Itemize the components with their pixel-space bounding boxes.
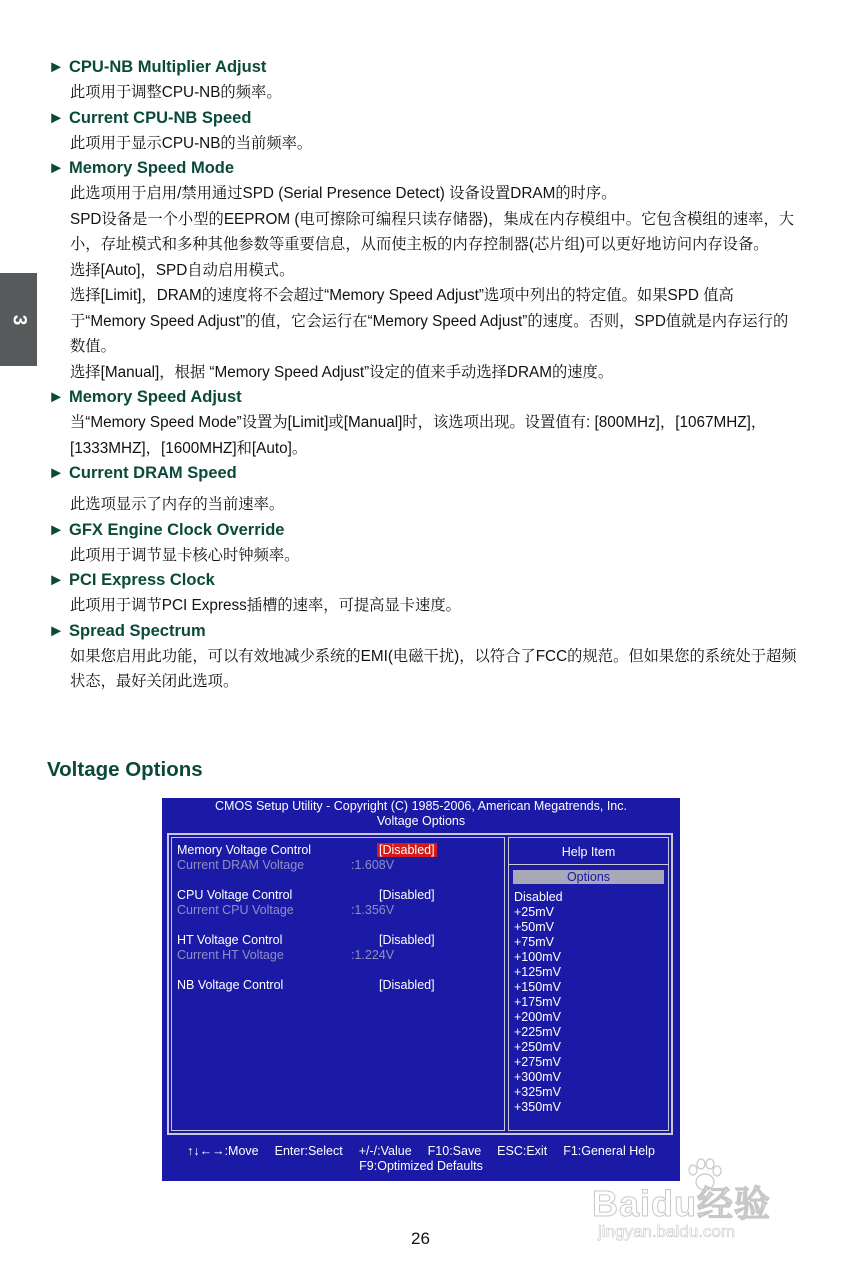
triangle-bullet-icon: ► bbox=[48, 621, 65, 640]
readout-value: :1.224V bbox=[351, 948, 395, 962]
paragraph: 当“Memory Speed Mode”设置为[Limit]或[Manual]时，该选项出现。设置值有: [800MHz]，[1067MHZ]，[1333MHZ]，[1600MHZ]和[Auto]。 bbox=[70, 414, 767, 457]
item-title: Memory Speed Mode bbox=[69, 159, 235, 177]
item-heading bbox=[48, 568, 798, 593]
cpu-voltage-control-row[interactable] bbox=[177, 888, 497, 903]
paragraph: 此项用于调节显卡核心时钟频率。 bbox=[70, 546, 300, 564]
option-item[interactable]: +125mV bbox=[514, 965, 561, 979]
paragraph: 此项用于调整CPU-NB的频率。 bbox=[70, 84, 282, 101]
item-title: Spread Spectrum bbox=[69, 621, 206, 640]
help-title: Help Item bbox=[561, 845, 616, 859]
option-item[interactable]: +300mV bbox=[514, 1070, 561, 1084]
current-dram-voltage-row bbox=[177, 858, 497, 873]
paragraph: 此选项用于启用/禁用通过SPD (Serial Presence Detect) 设备设置DRAM的时序。 bbox=[70, 185, 617, 202]
item-heading bbox=[48, 461, 798, 486]
item-heading bbox=[48, 106, 798, 131]
setting-value[interactable]: [Disabled] bbox=[379, 888, 435, 902]
help-panel bbox=[508, 837, 669, 1131]
manual-text bbox=[48, 55, 798, 695]
memory-voltage-control-row[interactable] bbox=[177, 843, 497, 858]
key-hint-exit: ESC:Exit bbox=[497, 1144, 548, 1158]
option-item[interactable]: +350mV bbox=[514, 1100, 561, 1114]
options-header: Options bbox=[513, 870, 664, 884]
option-item[interactable]: +250mV bbox=[514, 1040, 561, 1054]
key-hint-select: Enter:Select bbox=[274, 1144, 343, 1158]
setting-value[interactable]: [Disabled] bbox=[379, 933, 435, 947]
item-description bbox=[70, 181, 798, 385]
option-item[interactable]: +100mV bbox=[514, 950, 561, 964]
settings-panel bbox=[171, 837, 505, 1131]
paragraph: SPD设备是一个小型的EEPROM (电可擦除可编程只读存储器)，集成在内存模组中。它包含模组的速率，大小，存址模式和多种其他参数等重要信息，从而使主板的内存控制器(芯片组)可以更好地访问内存设备。 bbox=[70, 210, 795, 253]
setting-label: Current DRAM Voltage bbox=[177, 858, 305, 872]
triangle-bullet-icon: ► bbox=[48, 520, 65, 539]
bios-frame bbox=[167, 833, 673, 1135]
item-title: Current CPU-NB Speed bbox=[69, 108, 252, 127]
item-description bbox=[70, 492, 798, 518]
option-item[interactable]: +325mV bbox=[514, 1085, 561, 1099]
option-item[interactable]: +275mV bbox=[514, 1055, 561, 1069]
item-heading bbox=[48, 156, 798, 181]
ht-voltage-control-row[interactable] bbox=[177, 933, 497, 948]
key-hint-save: F10:Save bbox=[427, 1144, 482, 1158]
item-heading bbox=[48, 385, 798, 410]
triangle-bullet-icon: ► bbox=[48, 159, 65, 177]
item-title: Memory Speed Adjust bbox=[69, 388, 242, 406]
current-ht-voltage-row bbox=[177, 948, 497, 963]
item-title: CPU-NB Multiplier Adjust bbox=[69, 58, 267, 76]
section-title: Voltage Options bbox=[47, 758, 203, 781]
readout-value: :1.608V bbox=[351, 858, 395, 872]
setting-value[interactable] bbox=[379, 843, 437, 858]
page-number: 26 bbox=[411, 1229, 430, 1248]
item-heading bbox=[48, 518, 798, 543]
chapter-number: 3 bbox=[8, 314, 30, 325]
item-title: Current DRAM Speed bbox=[69, 464, 237, 482]
option-item[interactable]: +75mV bbox=[514, 935, 554, 949]
setting-label: CPU Voltage Control bbox=[177, 888, 293, 902]
item-description bbox=[70, 593, 798, 619]
divider bbox=[509, 864, 668, 865]
option-item[interactable]: +175mV bbox=[514, 995, 561, 1009]
triangle-bullet-icon: ► bbox=[48, 571, 65, 589]
item-title: GFX Engine Clock Override bbox=[69, 520, 285, 539]
key-hints bbox=[162, 1144, 680, 1159]
triangle-bullet-icon: ► bbox=[48, 464, 65, 482]
current-cpu-voltage-row bbox=[177, 903, 497, 918]
paragraph: 如果您启用此功能，可以有效地减少系统的EMI(电磁干扰)，以符合了FCC的规范。但如果您的系统处于超频状态，最好关闭此选项。 bbox=[70, 647, 797, 690]
bios-page-title: Voltage Options bbox=[376, 814, 466, 828]
watermark bbox=[592, 1158, 792, 1248]
setting-value[interactable]: [Disabled] bbox=[379, 978, 435, 992]
options-list bbox=[514, 890, 563, 1115]
item-description bbox=[70, 410, 798, 461]
paragraph: 选择[Manual]，根据 “Memory Speed Adjust”设定的值来手动选择DRAM的速度。 bbox=[70, 363, 614, 381]
setting-label: NB Voltage Control bbox=[177, 978, 284, 992]
setting-label: Current CPU Voltage bbox=[177, 903, 294, 917]
option-item[interactable]: +50mV bbox=[514, 920, 554, 934]
option-item[interactable]: +150mV bbox=[514, 980, 561, 994]
chapter-tab bbox=[0, 273, 37, 366]
triangle-bullet-icon: ► bbox=[48, 108, 65, 127]
key-hint-defaults: F9:Optimized Defaults bbox=[359, 1159, 483, 1173]
option-item[interactable]: Disabled bbox=[514, 890, 563, 904]
option-item[interactable]: +200mV bbox=[514, 1010, 561, 1024]
readout-value: :1.356V bbox=[351, 903, 395, 917]
key-hint-help: F1:General Help bbox=[563, 1144, 655, 1158]
option-item[interactable]: +25mV bbox=[514, 905, 554, 919]
paragraph: 选择[Limit]，DRAM的速度将不会超过“Memory Speed Adjust”选项中列出的特定值。如果SPD 值高于“Memory Speed Adjust”的值，它会运行在“Memory Speed Adjust”的速度。否则，SPD值就是内存运行的数值。 bbox=[70, 287, 789, 355]
bios-header bbox=[162, 798, 680, 829]
bios-copyright: CMOS Setup Utility - Copyright (C) 1985-2006, American Megatrends, Inc. bbox=[215, 799, 627, 813]
item-description bbox=[70, 543, 798, 569]
watermark-brand: Baidu经验 bbox=[592, 1183, 772, 1224]
nb-voltage-control-row[interactable] bbox=[177, 978, 497, 993]
watermark-url: jingyan.baidu.com bbox=[598, 1222, 736, 1241]
selected-value[interactable]: [Disabled] bbox=[379, 843, 435, 857]
option-item[interactable]: +225mV bbox=[514, 1025, 561, 1039]
paragraph: 此项用于调节PCI Express插槽的速率，可提高显卡速度。 bbox=[70, 597, 461, 614]
item-heading bbox=[48, 619, 798, 644]
bios-screenshot bbox=[162, 798, 680, 1181]
item-heading bbox=[48, 55, 798, 80]
paragraph: 此选项显示了内存的当前速率。 bbox=[70, 496, 285, 513]
item-description bbox=[70, 131, 798, 157]
setting-label: Memory Voltage Control bbox=[177, 843, 312, 857]
item-description bbox=[70, 80, 798, 106]
key-hint-move: ↑↓←→:Move bbox=[187, 1144, 259, 1158]
item-title: PCI Express Clock bbox=[69, 571, 215, 589]
paragraph: 此项用于显示CPU-NB的当前频率。 bbox=[70, 134, 313, 152]
setting-label: Current HT Voltage bbox=[177, 948, 284, 962]
setting-label: HT Voltage Control bbox=[177, 933, 283, 947]
triangle-bullet-icon: ► bbox=[48, 388, 65, 406]
key-hint-value: +/-/:Value bbox=[358, 1144, 412, 1158]
item-description bbox=[70, 644, 798, 695]
triangle-bullet-icon: ► bbox=[48, 58, 65, 76]
paragraph: 选择[Auto]，SPD自动启用模式。 bbox=[70, 261, 295, 279]
